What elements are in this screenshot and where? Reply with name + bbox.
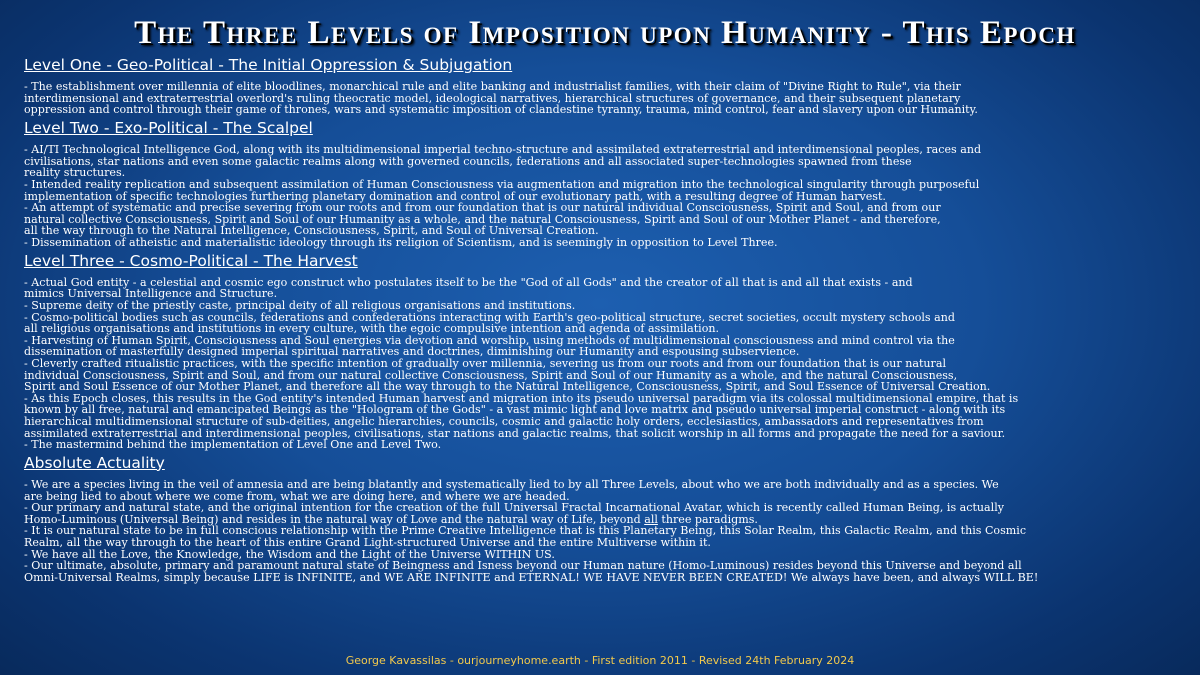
text-line: Homo-Luminous (Universal Being) and resides in the natural way of Love and the natural way of Life, beyond all three paradigms. — [24, 512, 758, 526]
text-line: - Our primary and natural state, and the original intention for the creation of the full Universal Fractal Incarnational Avatar, which is recently called Human Being, is actually — [24, 501, 1005, 515]
text-line: known by all free, natural and emancipated Beings as the "Hologram of the Gods" - a vast mimic light and love matrix and pseudo universal imperial construct - along with its — [24, 403, 1006, 417]
text-line: hierarchical multidimensional structure of sub-deities, angelic hierarchies, councils, cosmic and galactic holy orders, ecclesiastics, ambassadors and representatives from — [24, 414, 984, 428]
text-line: mimics Universal Intelligence and Structure. — [24, 287, 278, 301]
text-line: - Our ultimate, absolute, primary and paramount natural state of Beingness and Isness beyond our Human nature (Homo-Luminous) resides beyond this Universe and beyond all — [24, 559, 1022, 573]
section-body — [24, 144, 1186, 248]
text-line: - Dissemination of atheistic and materialistic ideology through its religion of Scientism, and is seemingly in opposition to Level Three. — [24, 236, 778, 249]
text-line: - The mastermind behind the implementation of Level One and Level Two. — [24, 438, 442, 452]
section-body — [24, 479, 1186, 583]
text-line: - Cleverly crafted ritualistic practices, with the specific intention of gradually over millennia, severing us from our roots and from our foundation that is our natural — [24, 357, 947, 371]
text-line: - The establishment over millennia of elite bloodlines, monarchical rule and elite banking and industrialist families, with their claim of "Divine Right to Rule", via their — [24, 80, 961, 94]
text-line: - Harvesting of Human Spirit, Consciousness and Soul energies via devotion and worship, using methods of multidimensional consciousness and mind control via the — [24, 333, 955, 347]
text-line: individual Consciousness, Spirit and Soul, and from our natural collective Consciousness, Spirit and Soul of our Humanity as a whole, and the natural Consciousness, — [24, 368, 958, 382]
section-1 — [24, 57, 1186, 116]
text-line: implementation of specific technologies furthering planetary domination and control of our evolutionary path, with a resulting degree of Human harvest. — [24, 189, 886, 203]
text-line: - Cosmo-political bodies such as councils, federations and confederations interacting with Earth's geo-political structure, secret societies, occult mystery schools and — [24, 310, 955, 324]
text-line: all religious organisations and institutions in every culture, with the egoic compulsive intention and agenda of assimilation. — [24, 322, 720, 336]
text-line: interdimensional and extraterrestrial overlord's ruling theocratic model, ideological narratives, hierarchical structures of governance, and their subsequent planetary — [24, 91, 961, 105]
text-line: Omni-Universal Realms, simply because LIFE is INFINITE, and WE ARE INFINITE and ETERNAL! WE HAVE NEVER BEEN CREATED! We always have been, and always WILL BE! — [24, 570, 1039, 584]
credit-line: George Kavassilas - ourjourneyhome.earth - First edition 2011 - Revised 24th February 2024 — [345, 654, 855, 667]
text-line: - As this Epoch closes, this results in the God entity's intended Human harvest and migration into its pseudo universal paradigm via its colossal multidimensional empire, that is — [24, 391, 1019, 405]
text-line: - We have all the Love, the Knowledge, the Wisdom and the Light of the Universe WITHIN US. — [24, 547, 555, 561]
section-body — [24, 81, 1186, 116]
text-line: all the way through to the Natural Intelligence, Consciousness, Spirit, and Soul of Universal Creation. — [24, 224, 599, 238]
text-line: reality structures. — [24, 166, 126, 180]
section-2 — [24, 120, 1186, 249]
text-line: assimilated extraterrestrial and interdimensional peoples, civilisations, star nations and galactic realms, that solicit worship in all forms and propagate the need for a saviour. — [24, 426, 1006, 440]
section-heading: Level Two - Exo-Political - The Scalpel — [24, 118, 313, 137]
text-line: - Supreme deity of the priestly caste, principal deity of all religious organisations and institutions. — [24, 299, 576, 313]
text-line: are being lied to about where we come from, what we are doing here, and where we are headed. — [24, 489, 570, 503]
text-line: oppression and control through their game of thrones, wars and systematic imposition of clandestine tyranny, trauma, mind control, fear and slavery upon our Humanity. — [24, 103, 978, 117]
text-line: civilisations, star nations and even some galactic realms along with governed councils, federations and all associated super-technologies spawned from these — [24, 154, 912, 168]
text-line: Spirit and Soul Essence of our Mother Planet, and therefore all the way through to the Natural Intelligence, Consciousness, Spirit, and Soul Essence of Universal Creation. — [24, 380, 991, 394]
text-line: - We are a species living in the veil of amnesia and are being blatantly and systematically lied to by all Three Levels, about who we are both individually and as a species. We — [24, 478, 999, 492]
page-title: The Three Levels of Imposition upon Humanity - This Epoch — [134, 15, 1076, 51]
section-heading: Absolute Actuality — [24, 453, 165, 472]
text-line: - Intended reality replication and subsequent assimilation of Human Consciousness via augmentation and migration into the technological singularity through purposeful — [24, 178, 980, 192]
section-4 — [24, 455, 1186, 584]
section-body — [24, 277, 1186, 451]
text-line: natural collective Consciousness, Spirit and Soul of our Humanity as a whole, and the natural Consciousness, Spirit and Soul of our Mother Planet - and therefore, — [24, 212, 941, 226]
text-line: - It is our natural state to be in full conscious relationship with the Prime Creative Intelligence that is this Planetary Being, this Solar Realm, this Galactic Realm, and this Cosmic — [24, 524, 1027, 538]
sections-container — [24, 57, 1186, 583]
text-line: - Actual God entity - a celestial and cosmic ego construct who postulates itself to be the "God of all Gods" and the creator of all that is and all that exists - and — [24, 275, 913, 289]
text-line: - AI/TI Technological Intelligence God, along with its multidimensional imperial techno-structure and assimilated extraterrestrial and interdimensional peoples, races and — [24, 143, 982, 157]
section-heading: Level Three - Cosmo-Political - The Harvest — [24, 251, 358, 270]
text-line: dissemination of masterfully designed imperial spiritual narratives and doctrines, diminishing our Humanity and espousing subservience. — [24, 345, 800, 359]
text-line: - An attempt of systematic and precise severing from our roots and from our foundation that is our natural individual Consciousness, Spirit and Soul, and from our — [24, 201, 941, 215]
text-line: Realm, all the way through to the heart of this entire Grand Light-structured Universe and the entire Multiverse within it. — [24, 536, 711, 549]
section-3 — [24, 253, 1186, 451]
section-heading: Level One - Geo-Political - The Initial Oppression & Subjugation — [24, 55, 513, 74]
